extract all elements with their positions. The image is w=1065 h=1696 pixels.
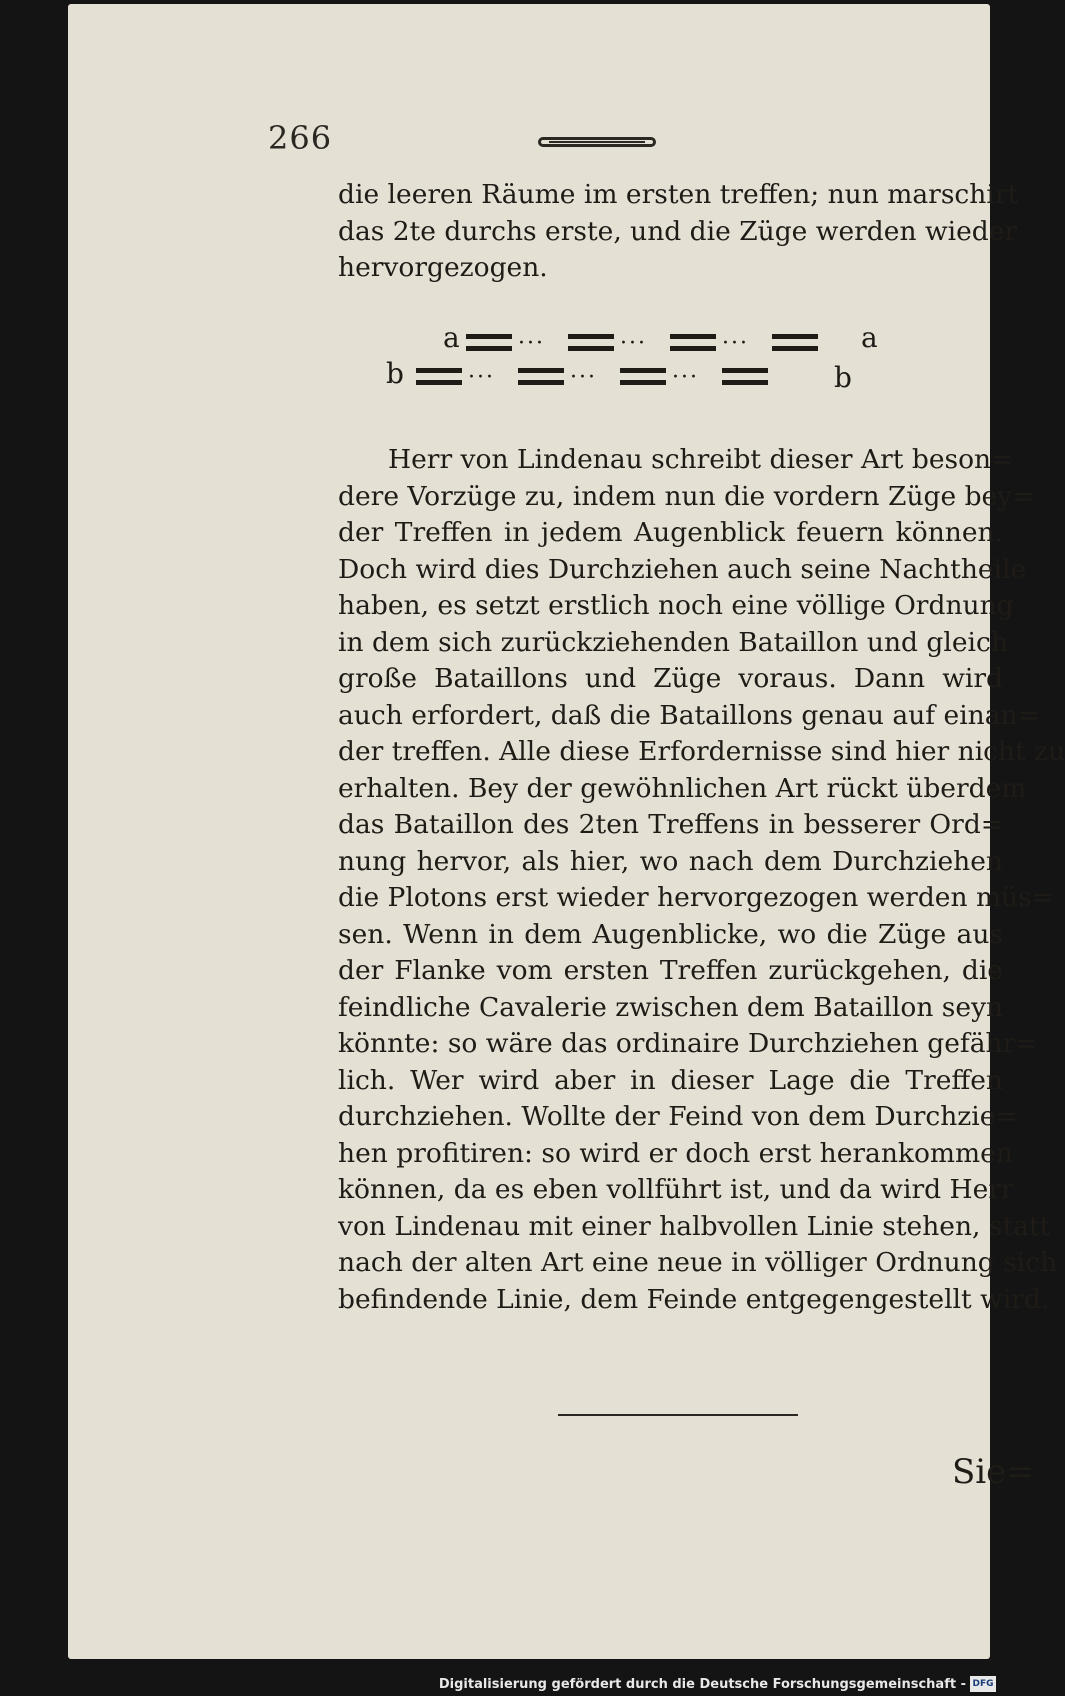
text-line: hen profitiren: so wird er doch erst herankommen (338, 1137, 1013, 1169)
gap-dots: ··· (468, 365, 495, 390)
platoon-marker (620, 363, 666, 391)
catchword: Sie= (952, 1452, 1035, 1492)
platoon-marker (416, 363, 462, 391)
text-line: Herr von Lindenau schreibt dieser Art beson= (388, 444, 1014, 475)
text-line: nung hervor, als hier, wo nach dem Durchziehen (338, 845, 1003, 877)
closing-rule (558, 1414, 798, 1416)
gap-dots: ··· (620, 331, 647, 356)
back-rank (416, 363, 796, 393)
page-header (268, 119, 788, 159)
text-line: der Treffen in jedem Augenblick feuern können. (338, 517, 1003, 548)
text-line: in dem sich zurückziehenden Bataillon und gleich (338, 626, 1008, 658)
platoon-marker (518, 363, 564, 391)
platoon-marker (568, 329, 614, 357)
platoon-marker (670, 329, 716, 357)
text-line: könnte: so wäre das ordinaire Durchziehen gefähr= (338, 1028, 1038, 1059)
gap-dots: ··· (570, 365, 597, 390)
text-line: dere Vorzüge zu, indem nun die vordern Züge bey= (338, 480, 1035, 512)
platoon-marker (466, 329, 512, 357)
back-rank-right-label: b (834, 361, 852, 394)
text-line: der treffen. Alle diese Erfordernisse sind hier nicht zu (338, 736, 1065, 767)
text-line: von Lindenau mit einer halbvollen Linie stehen, statt (338, 1210, 1051, 1242)
platoon-marker (722, 363, 768, 391)
text-line: nach der alten Art eine neue in völliger Ordnung sich (338, 1247, 1058, 1278)
front-rank-right-label: a (861, 321, 878, 354)
text-line: der Flanke vom ersten Treffen zurückgehen, die (338, 955, 1003, 986)
front-rank (466, 329, 846, 359)
text-line: das Bataillon des 2ten Treffens in besserer Ord= (338, 809, 1003, 840)
gap-dots: ··· (518, 331, 545, 356)
text-line: befindende Linie, dem Feinde entgegengestellt wird. (338, 1283, 1050, 1315)
gap-dots: ··· (722, 331, 749, 356)
text-line: Doch wird dies Durchziehen auch seine Nachtheile (338, 553, 1027, 585)
digitization-footer (0, 1673, 1000, 1696)
header-ornament (538, 137, 656, 147)
text-block-main (338, 442, 1065, 1318)
battalion-diagram (386, 321, 918, 409)
text-line: lich. Wer wird aber in dieser Lage die Treffen (338, 1064, 1003, 1096)
funding-credit: Digitalisierung gefördert durch die Deutsche Forschungsgemeinschaft - (438, 1677, 966, 1692)
text-line: können, da es eben vollführt ist, und da wird Herr (338, 1174, 1014, 1205)
text-line: haben, es setzt erstlich noch eine völlige Ordnung (338, 590, 1014, 621)
text-line: feindliche Cavalerie zwischen dem Bataillon seyn (338, 991, 1004, 1023)
front-rank-left-label: a (443, 321, 460, 354)
text-line: die leeren Räume im ersten treffen; nun marschirt (338, 179, 1019, 210)
page-number: 266 (268, 119, 333, 157)
text-line: sen. Wenn in dem Augenblicke, wo die Züge aus (338, 918, 1003, 950)
book-page (68, 4, 1065, 1659)
dfg-logo: DFG (970, 1676, 996, 1692)
gap-dots: ··· (672, 365, 699, 390)
text-line: große Bataillons und Züge voraus. Dann wird (338, 663, 1003, 694)
text-line: das 2te durchs erste, und die Züge werden wieder (338, 215, 1018, 247)
text-block-top (338, 177, 1019, 287)
text-line: erhalten. Bey der gewöhnlichen Art rückt überdem (338, 772, 1027, 804)
back-rank-left-label: b (386, 357, 404, 390)
text-line: die Plotons erst wieder hervorgezogen werden müs= (338, 882, 1054, 913)
text-line: auch erfordert, daß die Bataillons genau auf einan= (338, 699, 1040, 731)
text-line: hervorgezogen. (338, 252, 548, 283)
text-line: durchziehen. Wollte der Feind von dem Durchzie= (338, 1101, 1018, 1132)
platoon-marker (772, 329, 818, 357)
